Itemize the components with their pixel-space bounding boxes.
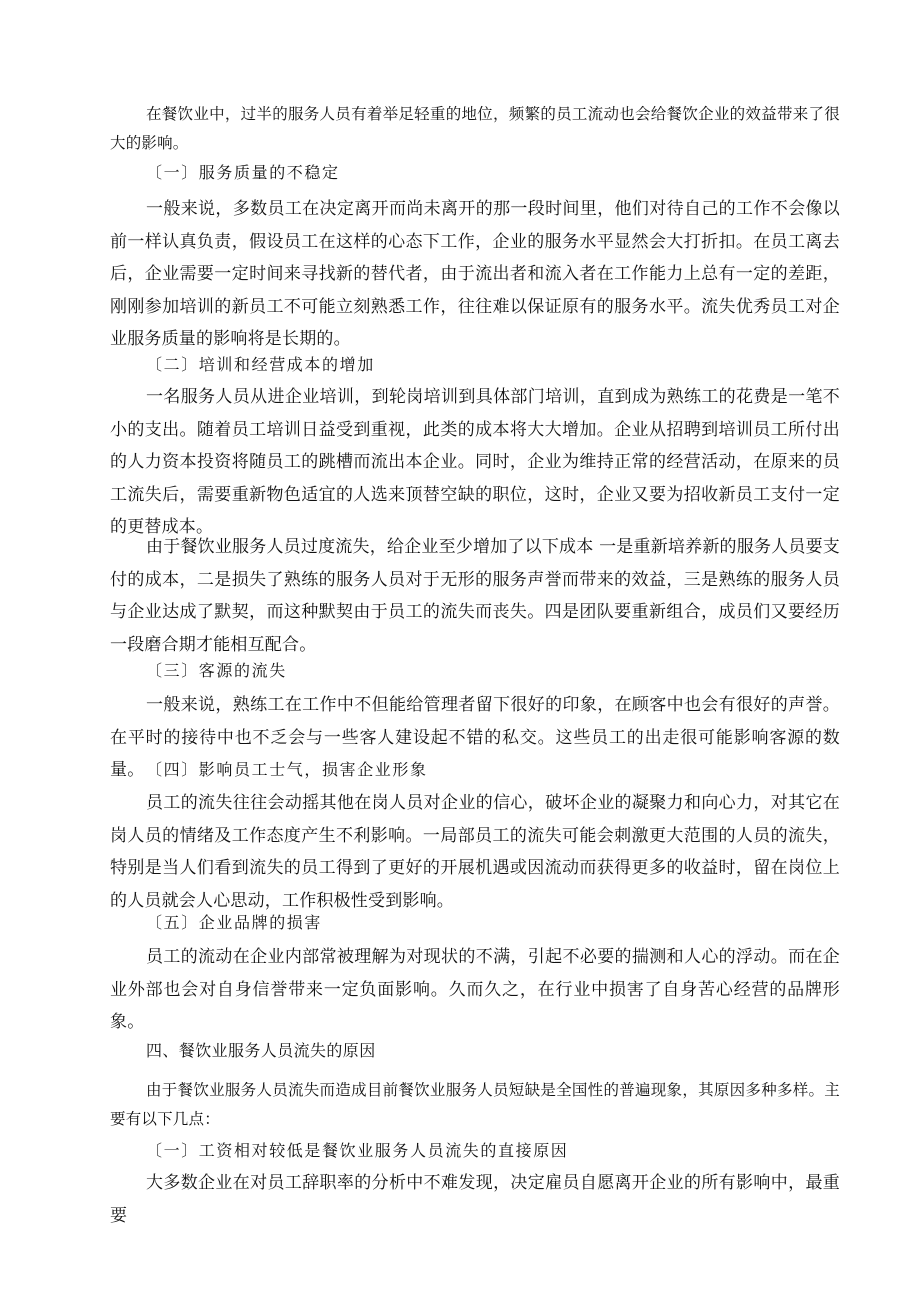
paragraph-training-cost: 一名服务人员从进企业培训，到轮岗培训到具体部门培训，直到成为熟练工的花费是一笔不小的支出。随着员工培训日益受到重视，此类的成本将大大增加。企业从招聘到培训员工所付出的人力资本投资将随员工的跳槽而流出本企业。同时，企业为维持正常的经营活动，在原来的员工流失后，需要重新物色适宜的人选来顶替空缺的职位，这时，企业又要为招收新员工支付一定的更替成本。	[110, 387, 840, 538]
heading-service-quality: 〔一〕服务质量的不稳定	[146, 163, 340, 182]
section-four-title: 四、餐饮业服务人员流失的原因	[146, 1041, 376, 1060]
paragraph-customer-loss: 一般来说，熟练工在工作中不但能给管理者留下很好的印象，在顾客中也会有很好的声誉。在平时的接待中也不乏会与一些客人建设起不错的私交。这些员工的出走很可能影响客源的数量。	[110, 695, 840, 781]
heading-training-cost: 〔二〕培训和经营成本的增加	[146, 355, 375, 374]
paragraph-morale: 员工的流失往往会动摇其他在岗人员对企业的信心，破坏企业的凝聚力和向心力，对其它在岗人员的情绪及工作态度产生不利影响。一局部员工的流失可能会刺激更大范围的人员的流失，特别是当人们看到流失的员工得到了更好的开展机遇或因流动而获得更多的收益时，留在岗位上的人员就会人心思动，工作积极性受到影响。	[110, 793, 840, 911]
heading-low-wages: 〔一〕工资相对较低是餐饮业服务人员流失的直接原因	[146, 1141, 569, 1160]
paragraph-causes-intro: 由于餐饮业服务人员流失而造成目前餐饮业服务人员短缺是全国性的普遍现象，其原因多种多样。主要有以下几点：	[110, 1081, 840, 1128]
paragraph-brand-damage: 员工的流动在企业内部常被理解为对现状的不满，引起不必要的揣测和人心的浮动。而在企业外部也会对自身信誉带来一定负面影响。久而久之，在行业中损害了自身苦心经营的品牌形象。	[110, 947, 840, 1033]
heading-brand-damage: 〔五〕企业品牌的损害	[146, 913, 323, 932]
intro-paragraph: 在餐饮业中，过半的服务人员有着举足轻重的地位，频繁的员工流动也会给餐饮企业的效益带来了很大的影响。	[110, 105, 840, 152]
heading-morale: 〔四〕影响员工士气，损害企业形象	[146, 760, 428, 779]
paragraph-cost-list: 由于餐饮业服务人员过度流失，给企业至少增加了以下成本 一是重新培养新的服务人员要支付的成本，二是损失了熟练的服务人员对于无形的服务声誉而带来的效益，三是熟练的服务人员与企业达成了默契，而这种默契由于员工的流失而丧失。四是团队要重新组合，成员们又要经历一段磨合期才能相互配合。	[110, 537, 840, 655]
paragraph-service-quality: 一般来说，多数员工在决定离开而尚未离开的那一段时间里，他们对待自己的工作不会像以前一样认真负责，假设员工在这样的心态下工作，企业的服务水平显然会大打折扣。在员工离去后，企业需要一定时间来寻找新的替代者，由于流出者和流入者在工作能力上总有一定的差距，刚刚参加培训的新员工不可能立刻熟悉工作，往往难以保证原有的服务水平。流失优秀员工对企业服务质量的影响将是长期的。	[110, 199, 840, 350]
paragraph-low-wages: 大多数企业在对员工辞职率的分析中不难发现，决定雇员自愿离开企业的所有影响中，最重要	[110, 1173, 840, 1226]
heading-customer-loss: 〔三〕客源的流失	[146, 661, 287, 680]
